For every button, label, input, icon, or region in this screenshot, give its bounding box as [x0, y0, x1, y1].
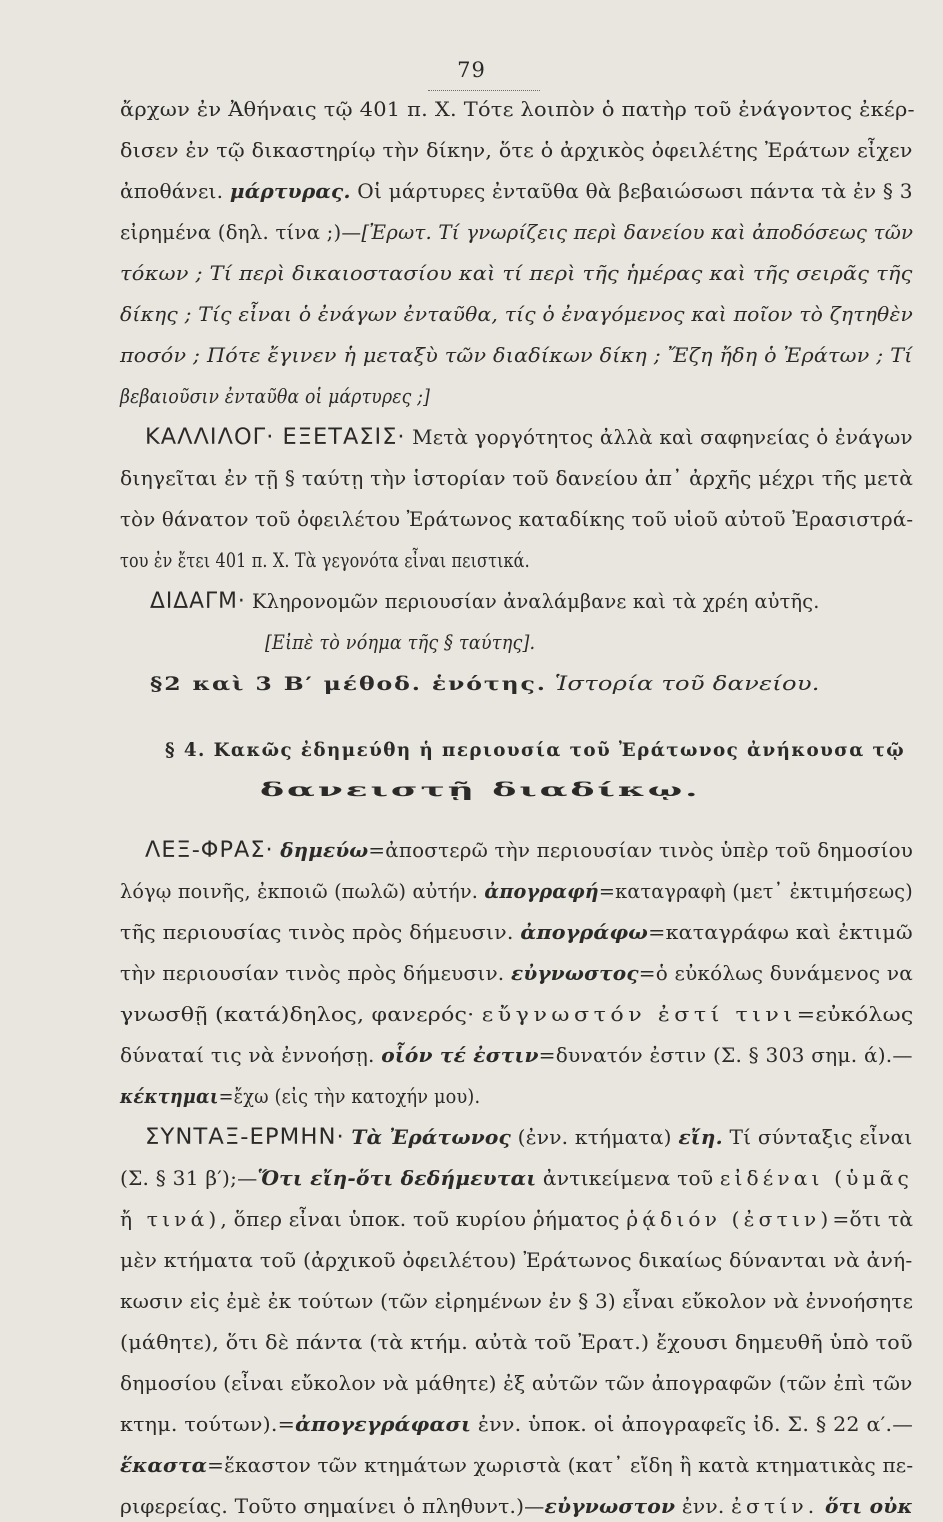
- text-line: [120, 1328, 913, 1358]
- text-line: [120, 95, 915, 125]
- text-segment: [Ἐρωτ. Τί γνωρίζεις περὶ δανείου καὶ ἀποδόσεως τῶν: [361, 221, 914, 244]
- text-segment: [Εἰπὲ τὸ νόημα τῆς § ταύτης].: [265, 631, 536, 654]
- text-segment: δημεύω: [280, 839, 369, 862]
- page-number: 79: [457, 58, 486, 82]
- text-segment: δισεν ἐν τῷ δικαστηρίῳ τὴν δίκην, ὅτε ὁ ἀρχικὸς ὀφειλέτης Ἐράτων εἶχεν: [120, 139, 913, 162]
- text-line: [120, 959, 913, 989]
- text-segment: του ἐν ἔτει 401 π. Χ. Τὰ γεγονότα εἶναι πειστικά.: [120, 549, 530, 572]
- text-segment: =εὐκόλως: [796, 1003, 914, 1026]
- text-segment: =καταγράφω καὶ ἐκτιμῶ: [648, 921, 913, 944]
- text-segment: ἐστίν.: [731, 1495, 819, 1518]
- text-line: [120, 300, 913, 330]
- text-line: [120, 546, 530, 576]
- text-segment: εὐγνωστος: [510, 962, 639, 985]
- text-segment: §2 καὶ 3 Β′ μέθοδ. ἑνότης.: [150, 673, 547, 695]
- text-segment: διηγεῖται ἐν τῇ § ταύτῃ τὴν ἱστορίαν τοῦ δανείου ἀπ᾿ ἀρχῆς μέχρι τῆς μετὰ: [120, 467, 914, 490]
- text-segment: βεβαιοῦσιν ἐνταῦθα οἱ μάρτυρες ;]: [120, 385, 431, 408]
- text-segment: Μετὰ γοργότητος ἀλλὰ καὶ σαφηνείας ὁ ἐνάγων: [405, 426, 913, 449]
- text-segment: =δυνατόν ἐστιν (Σ. § 303 σημ. ά).—: [538, 1044, 913, 1067]
- text-segment: ποσόν ; Πότε ἔγινεν ἡ μεταξὺ τῶν διαδίκων δίκη ; Ἔζη ἤδη ὁ Ἐράτων ; Τί: [120, 344, 913, 367]
- text-segment: εἰρημένα (δηλ. τίνα ;)—: [120, 221, 362, 244]
- text-line: [120, 1287, 913, 1317]
- text-segment: μὲν κτήματα τοῦ (ἀρχικοῦ ὀφειλέτου) Ἐράτωνος δικαίως δύνανται νὰ ἀνή-: [120, 1249, 913, 1272]
- text-segment: μάρτυρας.: [229, 180, 351, 203]
- text-line: [120, 218, 913, 248]
- text-segment: [818, 1495, 825, 1518]
- text-line: [120, 341, 913, 371]
- text-segment: =ἕκαστον τῶν κτημάτων χωριστὰ (κατ᾿ εἴδη ἢ κατὰ κτηματικὰς πε-: [207, 1454, 914, 1477]
- text-segment: κωσιν εἰς ἐμὲ ἐκ τούτων (τῶν εἰρημένων ἐν § 3) εἶναι εὔκολον νὰ ἐννοήσητε: [120, 1290, 914, 1313]
- text-segment: οἷόν τέ ἐστιν: [381, 1044, 539, 1067]
- text-segment: λόγῳ ποινῆς, ἐκποιῶ (πωλῶ) αὐτήν.: [120, 880, 485, 903]
- text-segment: τῆς περιουσίας τινὸς πρὸς δήμευσιν.: [120, 921, 521, 944]
- text-segment: =ὁ εὐκόλως δυνάμενος να: [638, 962, 913, 985]
- text-line: [145, 1123, 913, 1153]
- text-segment: κέκτημαι: [120, 1085, 219, 1108]
- text-segment: (ἐνν. κτήματα): [511, 1126, 679, 1149]
- page-number-rule: [428, 90, 540, 91]
- text-line: [120, 1451, 913, 1481]
- text-segment: Ὅτι εἴη-ὅτι δεδήμευται: [257, 1167, 537, 1190]
- text-segment: =ἀποστερῶ τὴν περιουσίαν τινὸς ὑπὲρ τοῦ δημοσίου: [368, 839, 914, 862]
- text-segment: κτημ. τούτων).=: [120, 1413, 296, 1436]
- text-segment: εὐγνωστον: [544, 1495, 676, 1518]
- text-segment: § 4. Κακῶς ἐδημεύθη ἡ περιουσία τοῦ Ἐράτωνος ἀνήκουσα τῷ: [165, 739, 906, 761]
- text-line: [120, 1041, 913, 1071]
- text-segment: Τὰ Ἐράτωνος: [351, 1126, 512, 1149]
- text-line: [150, 669, 820, 699]
- text-line: [120, 177, 913, 207]
- text-segment: (μάθητε), ὅτι δὲ πάντα (τὰ κτήμ. αὐτὰ τοῦ Ἐρατ.) ἔχουσι δημευθῆ ὑπὸ τοῦ: [120, 1331, 913, 1354]
- text-line: [150, 587, 820, 617]
- text-segment: =ὅτι τὰ: [832, 1208, 914, 1231]
- text-segment: ἕκαστα: [120, 1454, 208, 1477]
- text-segment: ἀπογράφω: [520, 921, 649, 944]
- text-segment: ΚΑΛΛΙΛΟΓ· ΕΞΕΤΑΣΙΣ·: [145, 425, 406, 450]
- text-line: [120, 505, 913, 535]
- text-segment: δύναταί τις νὰ ἐννοήσῃ.: [120, 1044, 382, 1067]
- text-segment: ΛΕΞ-ΦΡΑΣ·: [145, 838, 274, 863]
- text-segment: (Σ. § 31 β′);—: [120, 1167, 258, 1190]
- text-segment: ΔΙΔΑΓΜ·: [150, 589, 246, 614]
- text-line: [120, 259, 913, 289]
- text-segment: ΣΥΝΤΑΞ-ΕΡΜΗΝ·: [145, 1125, 345, 1150]
- text-segment: τὸν θάνατον τοῦ ὀφειλέτου Ἐράτωνος καταδίκης τοῦ υἱοῦ αὐτοῦ Ἐρασιστρά-: [120, 508, 914, 531]
- text-segment: ἀποθάνει.: [120, 180, 230, 203]
- text-segment: ἀπογραφή: [484, 880, 599, 903]
- text-segment: [345, 1126, 352, 1149]
- text-line: [265, 628, 535, 658]
- text-segment: δημοσίου (εἶναι εὔκολον νὰ μάθητε) ἐξ αὐτῶν τῶν ἀπογραφῶν (τῶν ἐπὶ τῶν: [120, 1372, 913, 1395]
- text-segment: ὅτι οὐκ: [824, 1495, 913, 1518]
- text-segment: εἴη.: [678, 1126, 723, 1149]
- text-segment: ἐνν.: [675, 1495, 732, 1518]
- text-line: [120, 382, 430, 412]
- text-segment: ριφερείας. Τοῦτο σημαίνει ὁ πληθυντ.)—: [120, 1495, 545, 1518]
- text-segment: ῥᾴδιόν (ἐστιν): [626, 1208, 833, 1231]
- text-segment: =ἔχω (εἰς τὴν κατοχήν μου).: [218, 1085, 481, 1108]
- text-line: [120, 464, 913, 494]
- text-segment: Οἱ μάρτυρες ἐνταῦθα θὰ βεβαιώσωσι πάντα τὰ ἐν § 3: [350, 180, 913, 203]
- text-line: [145, 836, 913, 866]
- text-segment: εἰδέναι (ὑμᾶς: [719, 1167, 913, 1190]
- text-segment: ἀντικείμενα τοῦ: [536, 1167, 720, 1190]
- text-segment: Τί σύνταξις εἶναι: [722, 1126, 913, 1149]
- text-segment: ἤ τινά): [120, 1208, 221, 1231]
- text-line: [145, 423, 913, 453]
- text-segment: Ἱστορία τοῦ δανείου.: [546, 672, 820, 695]
- text-line: [120, 1369, 913, 1399]
- text-segment: ἀπογεγράφασι: [295, 1413, 472, 1436]
- text-line: [165, 735, 905, 765]
- text-line: [120, 1492, 913, 1522]
- text-line: [260, 775, 700, 805]
- text-line: [120, 1410, 913, 1440]
- text-segment: τόκων ; Τί περὶ δικαιοστασίου καὶ τί περὶ τῆς ἡμέρας καὶ τῆς σειρᾶς τῆς: [120, 262, 913, 285]
- text-segment: δίκης ; Τίς εἶναι ὁ ἐνάγων ἐνταῦθα, τίς ὁ ἐναγόμενος καὶ ποῖον τὸ ζητηθὲν: [120, 303, 914, 326]
- text-line: [120, 136, 913, 166]
- text-segment: γνωσθῇ (κατά)δηλος, φανερός·: [120, 1003, 482, 1026]
- text-segment: εὔγνωστόν ἐστί τινι: [481, 1003, 797, 1026]
- text-segment: , ὅπερ εἶναι ὑποκ. τοῦ κυρίου ῥήματος: [220, 1208, 627, 1231]
- text-line: [120, 918, 913, 948]
- text-line: [120, 1000, 914, 1030]
- text-segment: δανειστῇ διαδίκῳ.: [260, 779, 701, 801]
- text-segment: Κληρονομῶν περιουσίαν ἀναλάμβανε καὶ τὰ χρέη αὐτῆς.: [245, 590, 820, 613]
- text-line: [120, 1082, 480, 1112]
- text-line: [120, 1164, 913, 1194]
- text-segment: ἄρχων ἐν Ἀθήναις τῷ 401 π. Χ. Τότε λοιπὸν ὁ πατὴρ τοῦ ἐνάγοντος ἐκέρ-: [120, 98, 915, 121]
- text-line: [120, 877, 913, 907]
- text-line: [120, 1246, 913, 1276]
- text-segment: τὴν περιουσίαν τινὸς πρὸς δήμευσιν.: [120, 962, 511, 985]
- text-line: [120, 1205, 913, 1235]
- text-segment: ἐνν. ὑποκ. οἱ ἀπογραφεῖς ἰδ. Σ. § 22 α′.—: [471, 1413, 914, 1436]
- text-segment: =καταγραφὴ (μετ᾿ ἐκτιμήσεως): [598, 880, 913, 903]
